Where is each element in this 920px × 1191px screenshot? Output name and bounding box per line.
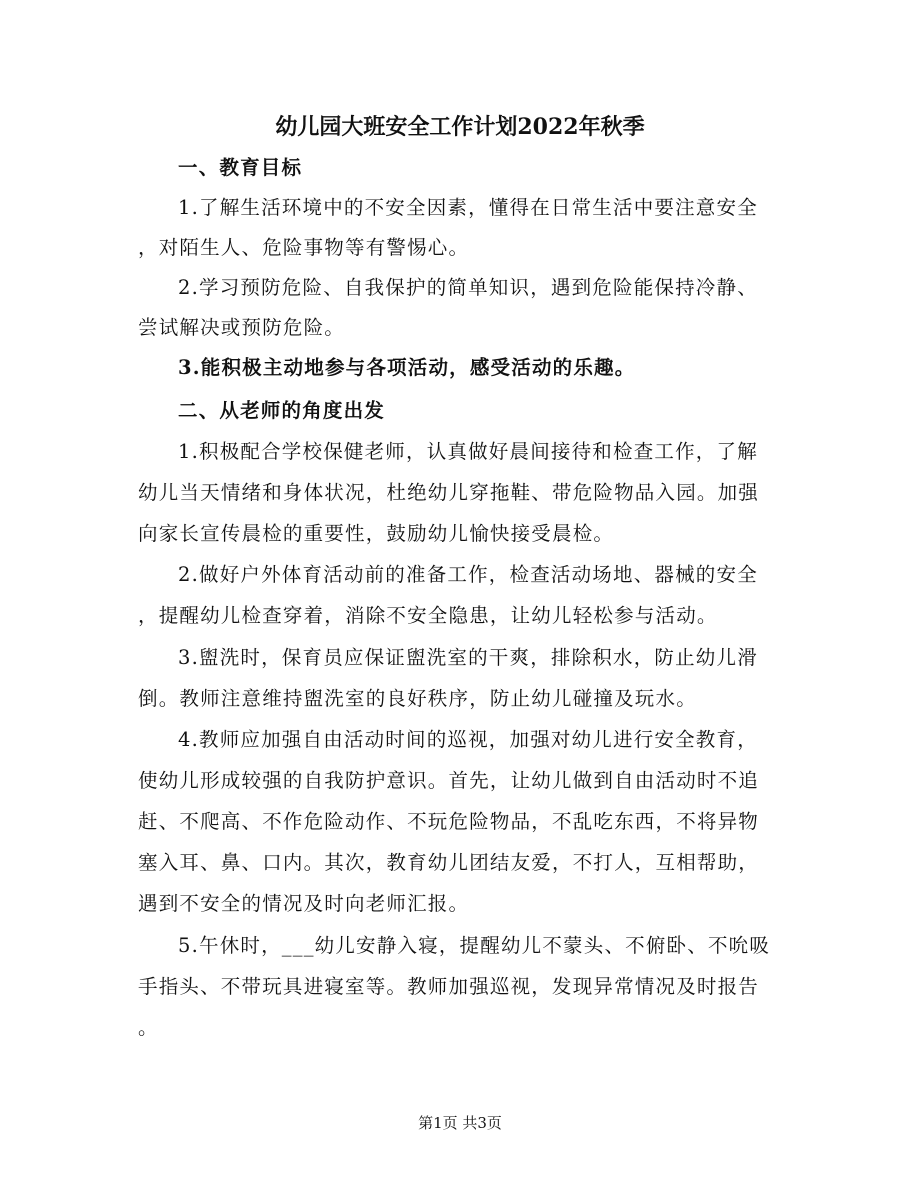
- paragraph-line: 。: [138, 1016, 159, 1039]
- paragraph-line: 尝试解决或预防危险。: [138, 316, 346, 339]
- paragraph-line: 遇到不安全的情况及时向老师汇报。: [138, 892, 470, 915]
- paragraph-line: 3.能积极主动地参与各项活动，感受活动的乐趣。: [178, 356, 636, 379]
- paragraph-line: 2.学习预防危险、自我保护的简单知识，遇到危险能保持冷静、: [178, 276, 758, 299]
- paragraph-line: ，对陌生人、危险事物等有警惕心。: [138, 236, 470, 259]
- paragraph-line: 1.了解生活环境中的不安全因素，懂得在日常生活中要注意安全: [178, 196, 758, 219]
- paragraph-line: 塞入耳、鼻、口内。其次，教育幼儿团结友爱，不打人，互相帮助，: [138, 851, 760, 874]
- paragraph-line: 4.教师应加强自由活动时间的巡视，加强对幼儿进行安全教育，: [178, 728, 758, 751]
- paragraph-line: 5.午休时，___幼儿安静入寝，提醒幼儿不蒙头、不俯卧、不吮吸: [178, 934, 771, 957]
- section-heading: 二、从老师的角度出发: [178, 399, 386, 422]
- paragraph-line: 幼儿当天情绪和身体状况，杜绝幼儿穿拖鞋、带危险物品入园。加强: [138, 481, 760, 504]
- section-heading: 一、教育目标: [178, 156, 303, 179]
- paragraph-line: 手指头、不带玩具进寝室等。教师加强巡视，发现异常情况及时报告: [138, 975, 760, 998]
- paragraph-line: ，提醒幼儿检查穿着，消除不安全隐患，让幼儿轻松参与活动。: [138, 604, 718, 627]
- paragraph-line: 2.做好户外体育活动前的准备工作，检查活动场地、器械的安全: [178, 563, 758, 586]
- document-title: 幼儿园大班安全工作计划2022年秋季: [275, 114, 645, 140]
- paragraph-line: 1.积极配合学校保健老师，认真做好晨间接待和检查工作，了解: [178, 440, 758, 463]
- paragraph-line: 赶、不爬高、不作危险动作、不玩危险物品，不乱吃东西，不将异物: [138, 810, 760, 833]
- paragraph-line: 向家长宣传晨检的重要性，鼓励幼儿愉快接受晨检。: [138, 522, 615, 545]
- page-footer: 第1页 共3页: [418, 1114, 502, 1132]
- paragraph-line: 使幼儿形成较强的自我防护意识。首先，让幼儿做到自由活动时不追: [138, 769, 760, 792]
- paragraph-line: 3.盥洗时，保育员应保证盥洗室的干爽，排除积水，防止幼儿滑: [178, 646, 758, 669]
- paragraph-line: 倒。教师注意维持盥洗室的良好秩序，防止幼儿碰撞及玩水。: [138, 687, 697, 710]
